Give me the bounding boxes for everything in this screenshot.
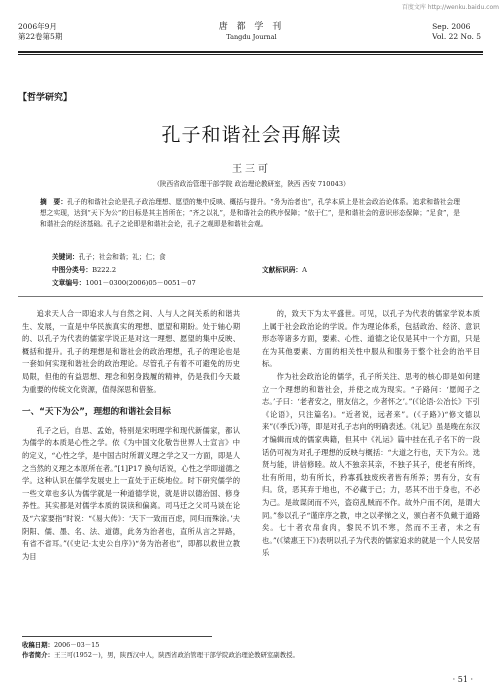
journal-header <box>0 22 503 62</box>
received-date <box>22 641 99 650</box>
left-column <box>22 308 240 563</box>
abstract <box>40 197 460 230</box>
header-center <box>0 22 503 42</box>
body-paragraph: 孔子之后，自思、孟始，特别是宋明理学和现代新儒家，都认为儒学的本质是心性之学。依《为中国文化敬告世界人士宣言》中的定义，“心性之学，是中国古时所谓义理之学之又一方面，即是人之当然的义理之本原所在者。”[1]P17 换句话说，心性之学即道德之学。这种认识在儒学发展史上一直处于正统地位。时下研究儒学的一些文章也多认为儒学就是一种道德学说，就是讲以德治国、修身养性。其实都是对儒学本质的误读和偏离。司马迁之父司马谈在论及“六家要指”时说：“《易大传》：‘天下一致而百虑，同归而殊涂。’夫阴阳、儒、墨、名、法、道德，此务为治者也，直所从言之异路，有省不省耳。”(《史记·太史公自序》)“务为治者也”，即都以救世立教为目 <box>22 425 240 561</box>
clc-label: 中图分类号： <box>52 266 93 274</box>
watermark: 百度文库 http://wenku.baidu.com <box>401 4 499 11</box>
header-date-en: Sep. 2006 <box>432 22 471 31</box>
author-affiliation: （陕西省政治管理干部学院 政治理论教研室，陕西 西安 710043） <box>153 180 350 188</box>
doc-code-label: 文献标识码： <box>262 266 303 274</box>
journal-name-en: Tangdu Journal <box>226 33 277 41</box>
article-id-label: 文章编号： <box>52 279 86 287</box>
header-rule-thick <box>18 51 483 53</box>
article-id <box>52 277 196 287</box>
header-right <box>432 22 481 42</box>
author-bio <box>22 651 482 660</box>
abstract-divider <box>18 296 483 297</box>
footnote-rule <box>22 636 212 637</box>
section-heading: 一、“天下为公”，理想的和谐社会目标 <box>22 407 171 418</box>
keywords <box>52 251 166 261</box>
abstract-label: 摘 要： <box>40 198 68 206</box>
doc-code-text: A <box>302 266 307 274</box>
paper-title: 孔子和谐社会再解读 <box>161 124 342 146</box>
author-bio-label: 作者简介： <box>22 651 54 659</box>
journal-name: 唐 都 学 刊 <box>218 22 285 32</box>
body-paragraph: 的，致天下为太平盛世。可见，以孔子为代表的儒家学说本质上属于社会政治论的学说。作为理论体系，包括政治、经济、意识形态等诸多方面，要素、心性、道德之论仅是其中一个方面，只是在为其他要素、方面的相关性中服从和服务于整个社会的治平目标。 <box>262 309 480 369</box>
clc-number <box>52 264 116 274</box>
received-value: 2006－03－15 <box>53 641 100 649</box>
abstract-text: 孔子的和谐社会论是孔子政治理想、愿望的集中反映、概括与提升。“务为治者也”，孔学本质上是社会政治论体系。追求和谐社会理想之实现，达到“天下为公”的目标是其主旨所在；“齐之以礼”，是和谐社会的秩序保障；“依于仁”，是和谐社会的意识形态保障；“足食”，是和谐社会的经济基础。孔子之论即是和谐社会论，孔子之观即是和谐社会观。 <box>40 198 460 228</box>
article-id-text: 1001－0300(2006)05－0051－07 <box>85 279 196 287</box>
header-volume-en: Vol. 22 No. 5 <box>432 32 481 41</box>
author-bio-text: 王三可(1952－)，男，陕西汉中人，陕西省政治管理干部学院政治理论教研室副教授。 <box>53 651 299 659</box>
header-rule-thin <box>18 54 483 55</box>
doc-code <box>262 264 307 274</box>
column-tag: 【哲学研究】 <box>18 93 73 103</box>
body-paragraph: 追求天人合一即追求人与自然之间、人与人之间关系的和谐共生、发展，一直是中华民族真实的理想、愿望和期盼。处于轴心期的、以孔子为代表的儒家学说正是对这一理想、愿望的集中反映、概括和提升。孔子的理想是和谐社会的政治理想，孔子的理论也是一套如何实现和谐社会的政治理论。尽管孔子有着不可避免的历史局限，但他的有益思想、理念和躬身践履的精神，仍是我们今天最为重要的传统文化资源，值得深思和借鉴。 <box>22 309 240 394</box>
header-date: 2006年9月 <box>18 22 57 31</box>
header-volume: 第22卷第5期 <box>18 32 63 41</box>
keywords-label: 关键词： <box>52 253 79 261</box>
keywords-text: 孔子；社会和谐；礼；仁；食 <box>78 253 166 261</box>
author-name: 王三可 <box>232 164 271 175</box>
received-label: 收稿日期： <box>22 641 54 649</box>
page-number: · 51 · <box>452 675 473 684</box>
right-column <box>262 308 480 560</box>
body-paragraph: 作为社会政治论的儒学，孔子所关注、思考的核心即是如何建立一个理想的和谐社会，并使之成为现实。“子路问：‘愿闻子之志。’子曰：‘老者安之，朋友信之，少者怀之’。”(《论语·公冶长》下引《论语》，只注篇名)。“近者说，远者来”。(《子路》)“修文德以来”(《季氏》)等，即是对孔子志向的明确表述。《礼记》虽是晚在东汉才编辑而成的儒家典籍，但其中《礼运》篇中挂在孔子名下的一段话仍可视为对孔子理想的反映与概括：“大道之行也，天下为公。选贤与能，讲信修睦。故人不独亲其亲，不独子其子，使老有所终，壮有所用，幼有所长，矜寡孤独废疾者皆有所养；男有分，女有归。货，恶其弃于地也，不必藏于己；力，恶其不出于身也，不必为己。是故谋闭而不兴，盗窃乱贼而不作。故外户而不闭，是谓大同。”参以孔子“谨庠序之教，申之以孝悌之义，颁白者不负戴于道路矣。七十者衣帛食肉，黎民不饥不寒，然而不王者，未之有也。”(《梁惠王下》)表明以孔子为代表的儒家追求的就是一个人民安居乐 <box>262 371 480 558</box>
clc-text: B222.2 <box>92 266 117 274</box>
